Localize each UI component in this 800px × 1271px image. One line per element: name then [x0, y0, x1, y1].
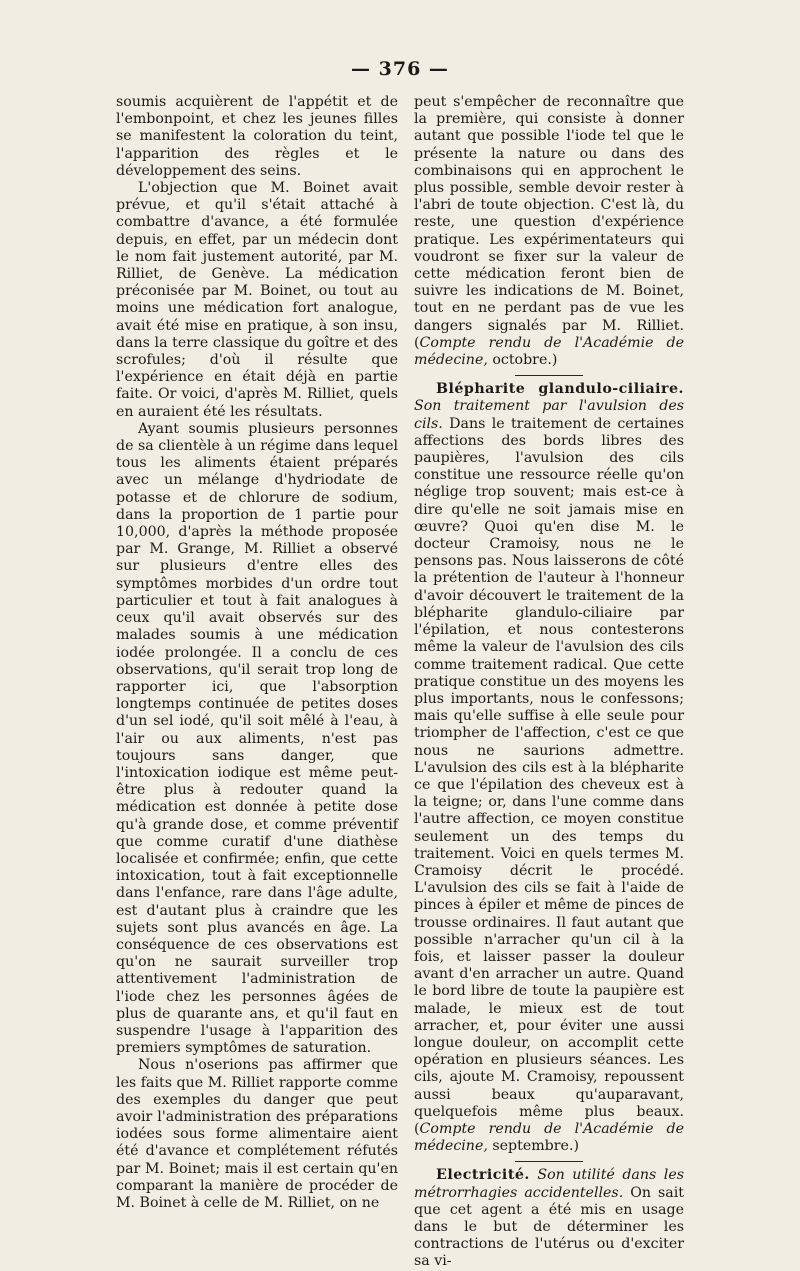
article-subtitle: Son traitement par l'avulsion des cils. — [414, 398, 684, 432]
paragraph — [414, 94, 684, 369]
paragraph: L'objection que M. Boinet avait prévue, et qu'il s'était attaché à combattre d'avance, a été formulée depuis, en effet, par un médecin dont le nom fait justement autorité, par M. Rilliet, de Genève. La médication préconisée par M. Boinet, ou tout au moins une médication fort analogue, avait été mise en pratique, à son insu, dans la terre classique du goître et des scrofules; d'où il résulte que l'expérience en était déjà en partie faite. Or voici, d'après M. Rilliet, quels en auraient été les résultats. — [116, 180, 398, 420]
section-divider — [515, 375, 583, 376]
paragraph: soumis acquièrent de l'appétit et de l'embonpoint, et chez les jeunes filles se manifestent la coloration du teint, l'apparition des règles et le développement des seins. — [116, 94, 398, 179]
paragraph: Ayant soumis plusieurs personnes de sa clientèle à un régime dans lequel tous les aliments étaient préparés avec un mélange d'hydriodate de potasse et de chlorure de sodium, dans la proportion de 1 partie pour 10,000, d'après la méthode proposée par M. Grange, M. Rilliet a observé sur plusieurs d'entre elles des symptômes morbides d'un ordre tout particulier et tout à fait analogues à ceux qu'il avait observés sur des malades soumis à une médication iodée prolongée. Il a conclu de ces observations, qu'il serait trop long de rapporter ici, que l'absorption longtemps continuée de petites doses d'un sel iodé, qu'il soit mêlé à l'eau, à l'air ou aux aliments, n'est pas toujours sans danger, que l'intoxication iodique est même peut-être plus à redouter quand la médication est donnée à petite dose qu'à grande dose, et comme préventif que comme curatif d'une diathèse localisée et confirmée; enfin, que cette intoxication, tout à fait exceptionnelle dans l'enfance, rare dans l'âge adulte, est d'autant plus à craindre que les sujets sont plus avancés en âge. La conséquence de ces observations est qu'on ne saurait surveiller trop attentivement l'administration de l'iode chez les personnes âgées de plus de quarante ans, et qu'il faut en suspendre l'usage à l'apparition des premiers symptômes de saturation. — [116, 420, 398, 1057]
article-text: On sait que cet agent a été mis en usage dans le but de déterminer les contractions de l'utérus ou d'exciter sa vi- — [414, 1184, 684, 1270]
citation-date: octobre.) — [487, 352, 558, 369]
right-column — [414, 94, 684, 1271]
article-electricite — [414, 1167, 684, 1270]
citation-date: septembre.) — [487, 1138, 579, 1155]
left-column — [116, 94, 398, 1212]
article-heading: Electricité. — [436, 1167, 530, 1184]
article-heading: Blépharite glandulo-ciliaire. — [436, 381, 684, 398]
page-number: — 376 — — [351, 58, 449, 80]
article-text: Dans le traitement de certaines affections des bords libres des paupières, l'avulsion des cils constitue une ressource réelle qu'on néglige trop souvent; mais est-ce à dire qu'elle ne soit jamais mise en œuvre? Quoi qu'en dise M. le docteur Cramoisy, nous ne le pensons pas. Nous laisserons de côté la prétention de l'auteur à l'honneur d'avoir découvert le traitement de la blépharite glandulo-ciliaire par l'épilation, et nous contesterons même la valeur de l'avulsion des cils comme traitement radical. Que cette pratique constitue un des moyens les plus importants, nous le confessons; mais qu'elle suffise à elle seule pour triompher de l'affection, c'est ce que nous ne saurions admettre. L'avulsion des cils est à la blépharite ce que l'épilation des cheveux est à la teigne; or, dans l'une comme dans l'autre affection, ce moyen constitue seulement un des temps du traitement. Voici en quels termes M. Cramoisy décrit le procédé. L'avulsion des cils se fait à l'aide de pinces à épiler et même de pinces de trousse ordinaires. Il faut autant que possible n'arracher qu'un cil à la fois, et laisser passer la douleur avant d'en arracher un autre. Quand le bord libre de toute la paupière est malade, le mieux est de tout arracher, et, pour éviter une aussi longue douleur, on accomplit cette opération en plusieurs séances. Les cils, ajoute M. Cramoisy, repoussent aussi beaux qu'auparavant, quelquefois même plus beaux. ( — [414, 415, 684, 1137]
source-citation: Compte rendu de l'Académie de médecine, — [414, 334, 684, 369]
paragraph-text: peut s'empêcher de reconnaître que la première, qui consiste à donner autant que possible l'iode tel que le présente la nature ou dans des combinaisons qui en approchent le plus possible, semble devoir rester à l'abri de toute objection. C'est là, du reste, une question d'expérience pratique. Les expérimentateurs qui voudront se fixer sur la valeur de cette médication feront bien de suivre les indications de M. Boinet, tout en ne perdant pas de vue les dangers signalés par M. Rilliet. ( — [414, 94, 684, 351]
article-subtitle: Son utilité dans les métrorrhagies accidentelles. — [414, 1167, 684, 1201]
section-divider — [515, 1161, 583, 1162]
paragraph: Nous n'oserions pas affirmer que les faits que M. Rilliet rapporte comme des exemples du danger que peut avoir l'administration des préparations iodées sous forme alimentaire aient été d'avance et complétement réfutés par M. Boinet; mais il est certain qu'en comparant la manière de procéder de M. Boinet à celle de M. Rilliet, on ne — [116, 1057, 398, 1211]
article-blepharite — [414, 381, 684, 1155]
source-citation: Compte rendu de l'Académie de médecine, — [414, 1120, 684, 1155]
